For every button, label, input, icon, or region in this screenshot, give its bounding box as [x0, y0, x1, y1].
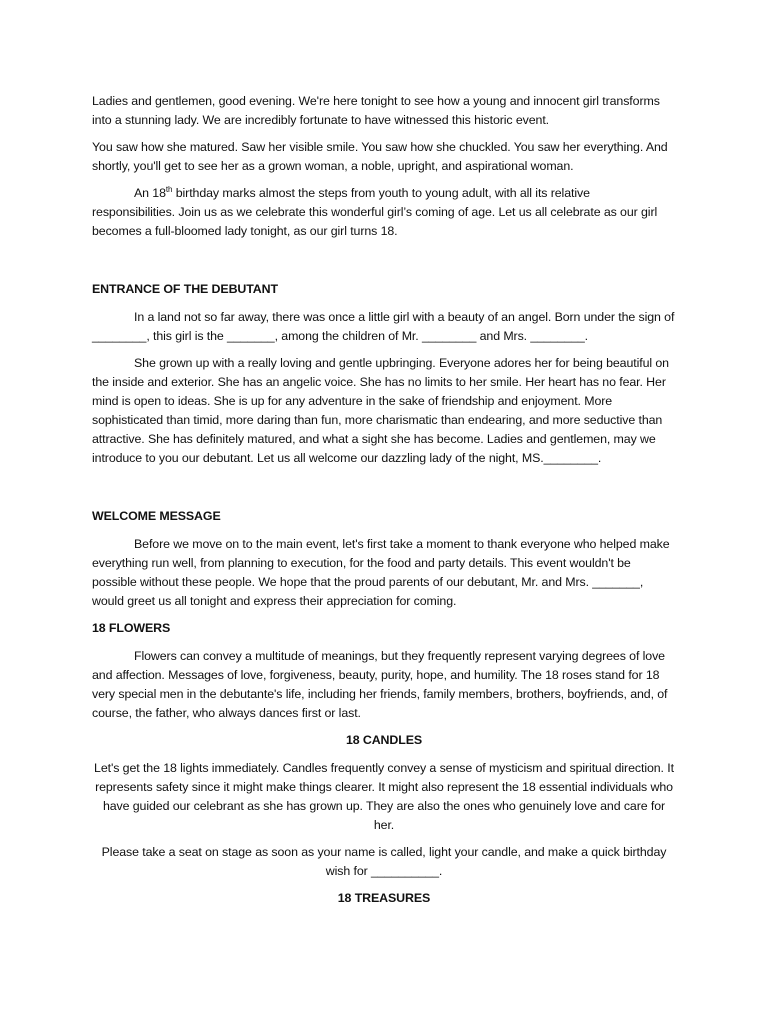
- entrance-paragraph-1: In a land not so far away, there was once a little girl with a beauty of an angel. Born under the sign of ________, this girl is the _______, among the children of Mr. ________ and Mrs. ________.: [92, 310, 675, 343]
- candles-heading: 18 CANDLES: [345, 733, 423, 747]
- section-spacer: [92, 249, 676, 280]
- intro-paragraph-2: You saw how she matured. Saw her visible smile. You saw how she chuckled. You saw her everything. And shortly, you'll get to see her as a grown woman, a noble, upright, and aspirational woman.: [92, 140, 668, 173]
- intro-paragraph-3-rest: birthday marks almost the steps from youth to young adult, with all its relative responsibilities. Join us as we celebrate this wonderful girl’s coming of age. Let us all celebrate as our girl becomes a full-bloomed lady tonight, as our girl turns 18.: [92, 186, 658, 238]
- welcome-heading: WELCOME MESSAGE: [92, 509, 221, 523]
- intro-paragraph-1: Ladies and gentlemen, good evening. We're here tonight to see how a young and innocent girl transforms into a stunning lady. We are incredibly fortunate to have witnessed this historic event.: [92, 94, 660, 127]
- ordinal-suffix: th: [165, 184, 173, 194]
- section-spacer: [92, 476, 676, 507]
- treasures-heading: 18 TREASURES: [337, 891, 431, 905]
- welcome-paragraph: Before we move on to the main event, let's first take a moment to thank everyone who helped make everything run well, from planning to execution, for the food and party details. This event wouldn't be possible without these people. We hope that the proud parents of our debutant, Mr. and Mrs. _______, would greet us all tonight and express their appreciation for coming.: [92, 537, 670, 608]
- entrance-heading: ENTRANCE OF THE DEBUTANT: [92, 282, 278, 296]
- intro-paragraph-3: [92, 184, 676, 241]
- intro-paragraph-3-start: An 18: [134, 186, 166, 200]
- candles-paragraph-2: Please take a seat on stage as soon as your name is called, light your candle, and make a quick birthday wish for __________.: [101, 845, 667, 878]
- entrance-paragraph-2: She grown up with a really loving and gentle upbringing. Everyone adores her for being beautiful on the inside and exterior. She has an angelic voice. She has no limits to her smile. Her heart has no fear. Her mind is open to ideas. She is up for any adventure in the sake of friendship and enjoyment. More sophisticated than timid, more daring than fun, more charismatic than endearing, and more seductive than attractive. She has definitely matured, and what a sight she has become. Ladies and gentlemen, may we introduce to you our debutant. Let us all welcome our dazzling lady of the night, MS.________.: [92, 356, 669, 465]
- flowers-paragraph: Flowers can convey a multitude of meanings, but they frequently represent varying degrees of love and affection. Messages of love, forgiveness, beauty, purity, hope, and humility. The 18 roses stand for 18 very special men in the debutante's life, including her friends, family members, brothers, boyfriends, and, of course, the father, who always dances first or last.: [92, 649, 668, 720]
- candles-paragraph-1: Let's get the 18 lights immediately. Candles frequently convey a sense of mysticism and spiritual direction. It represents safety since it might make things clearer. It might also represent the 18 essential individuals who have guided our celebrant as she has grown up. They are also the ones who genuinely love and care for her.: [94, 761, 674, 832]
- flowers-heading: 18 FLOWERS: [92, 621, 171, 635]
